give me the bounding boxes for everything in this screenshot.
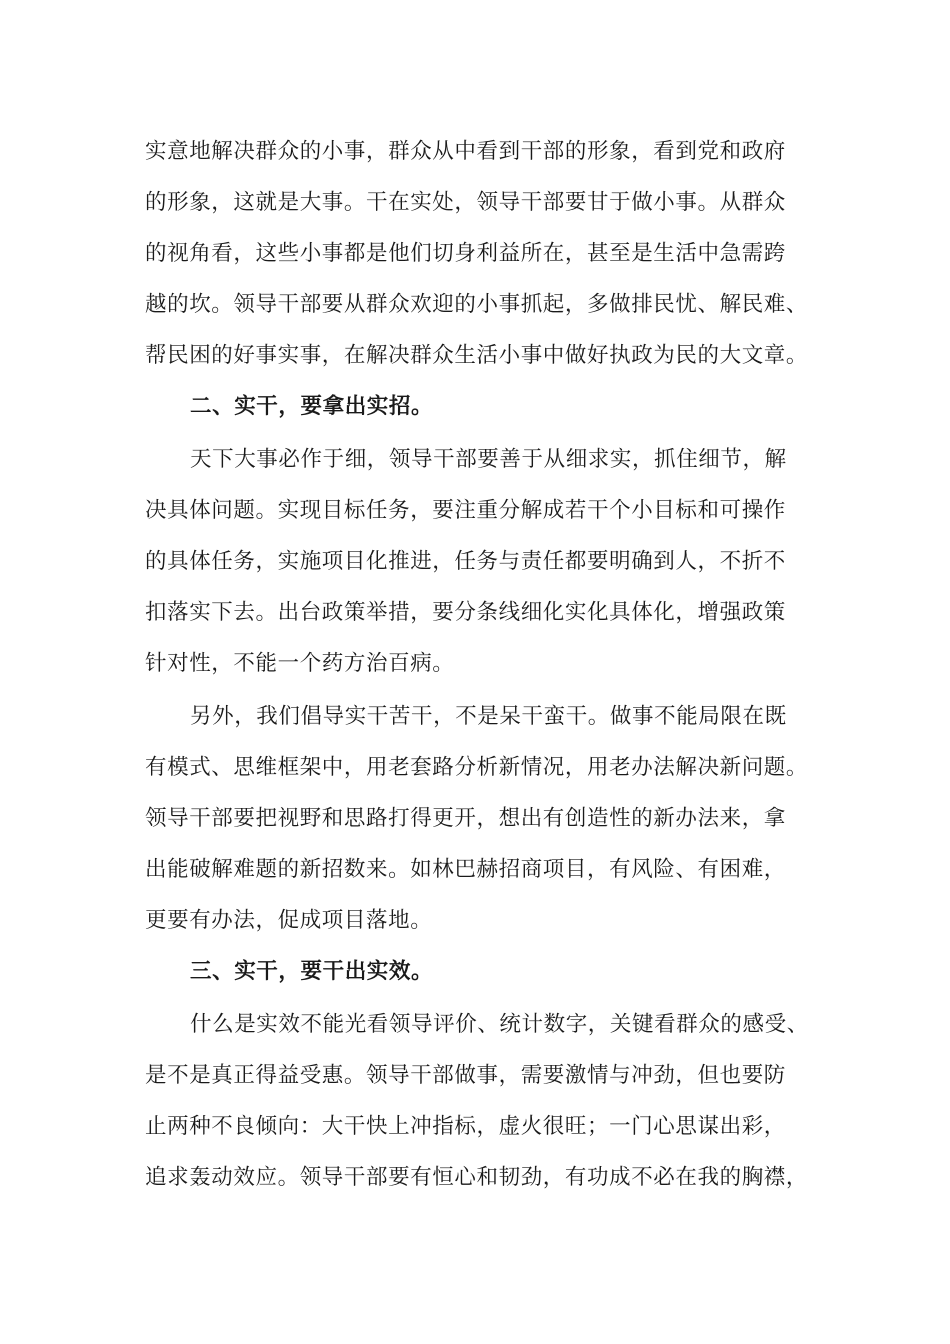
body-text-line: 越的坎。领导干部要从群众欢迎的小事抓起，多做排民忧、解民难、 (145, 292, 809, 317)
section-heading: 三、实干，要干出实效。 (190, 959, 434, 984)
body-text-line: 的视角看，这些小事都是他们切身利益所在，甚至是生活中急需跨 (145, 241, 786, 266)
body-text-line: 的具体任务，实施项目化推进，任务与责任都要明确到人，不折不 (145, 549, 786, 574)
body-text-line: 针对性，不能一个药方治百病。 (145, 651, 455, 676)
body-text-line: 什么是实效不能光看领导评价、统计数字，关键看群众的感受、 (190, 1012, 809, 1037)
body-text-line: 的形象，这就是大事。干在实处，领导干部要甘于做小事。从群众 (145, 190, 786, 215)
body-text-line: 决具体问题。实现目标任务，要注重分解成若干个小目标和可操作 (145, 498, 786, 523)
body-text-line: 止两种不良倾向：大干快上冲指标，虚火很旺；一门心思谋出彩， (145, 1114, 786, 1139)
body-text-line: 是不是真正得益受惠。领导干部做事，需要激情与冲劲，但也要防 (145, 1063, 786, 1088)
body-text-line: 追求轰动效应。领导干部要有恒心和韧劲，有功成不必在我的胸襟， (145, 1165, 809, 1190)
body-text-line: 扣落实下去。出台政策举措，要分条线细化实化具体化，增强政策 (145, 600, 786, 625)
body-text-line: 更要有办法，促成项目落地。 (145, 908, 433, 933)
body-text-line: 出能破解难题的新招数来。如林巴赫招商项目，有风险、有困难， (145, 857, 786, 882)
body-text-line: 有模式、思维框架中，用老套路分析新情况，用老办法解决新问题。 (145, 755, 809, 780)
body-text-line: 领导干部要把视野和思路打得更开，想出有创造性的新办法来，拿 (145, 806, 786, 831)
body-text-line: 帮民困的好事实事，在解决群众生活小事中做好执政为民的大文章。 (145, 343, 809, 368)
body-text-line: 实意地解决群众的小事，群众从中看到干部的形象，看到党和政府 (145, 139, 786, 164)
body-text-line: 天下大事必作于细，领导干部要善于从细求实，抓住细节，解 (190, 447, 787, 472)
section-heading: 二、实干，要拿出实招。 (190, 394, 434, 419)
body-text-line: 另外，我们倡导实干苦干，不是呆干蛮干。做事不能局限在既 (190, 704, 787, 729)
